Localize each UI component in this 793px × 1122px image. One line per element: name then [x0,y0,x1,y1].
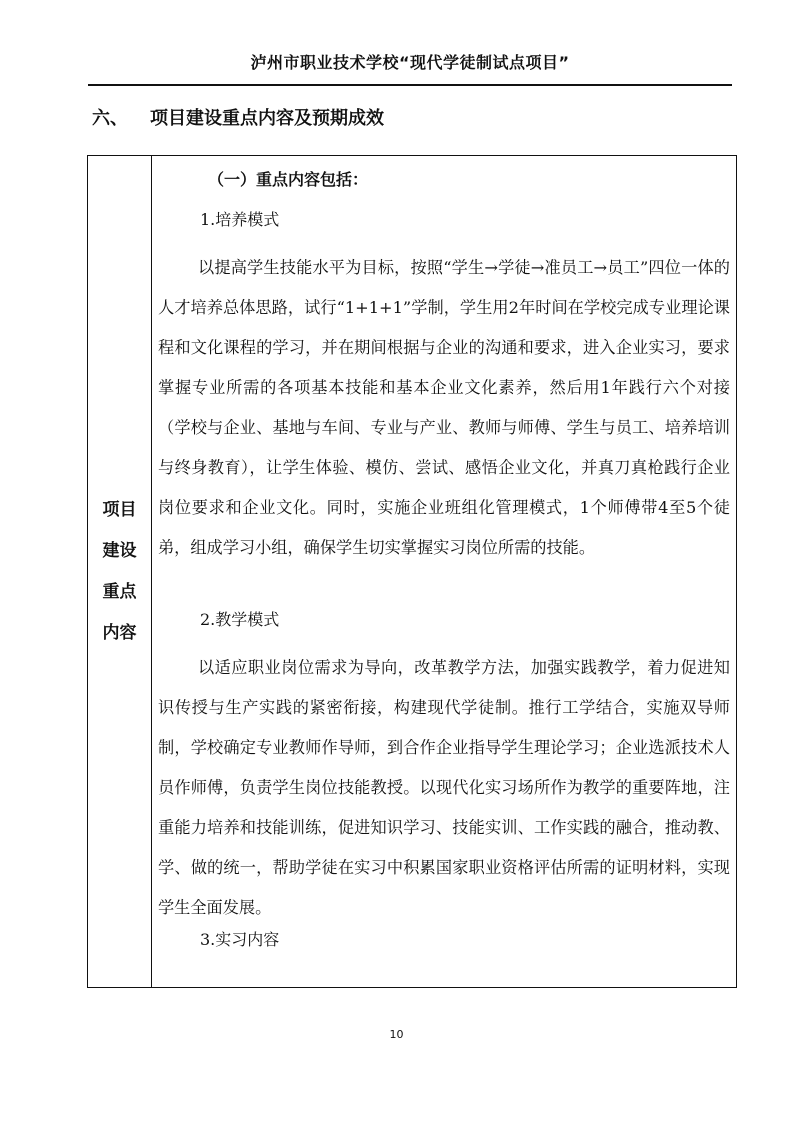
row-label-line: 重点 [102,581,137,602]
row-label-cell [88,156,151,987]
subheading-training-mode: 1.培养模式 [200,210,280,229]
paragraph-training-mode: 以提高学生技能水平为目标，按照“学生→学徒→准员工→员工”四位一体的人才培养总体思路，试行“1+1+1”学制，学生用2年时间在学校完成专业理论课程和文化课程的学习，并在期间根据与企业的沟通和要求，进入企业实习，要求掌握专业所需的各项基本技能和基本企业文化素养，然后用1年践行六个对接（学校与企业、基地与车间、专业与产业、教师与师傅、学生与员工、培养培训与终身教育），让学生体验、模仿、尝试、感悟企业文化，并真刀真枪践行企业岗位要求和企业文化。同时，实施企业班组化管理模式，1个师傅带4至5个徒弟，组成学习小组，确保学生切实掌握实习岗位所需的技能。 [158,258,730,557]
section-number: 六、 [92,108,128,129]
row-label-line: 内容 [102,622,137,643]
column-divider [151,156,152,987]
section-title: 项目建设重点内容及预期成效 [150,108,384,129]
subheading-teaching-mode: 2.教学模式 [200,610,280,629]
section-heading [92,104,384,130]
row-label-line: 建设 [102,540,137,561]
row-label [100,490,140,654]
content-heading: （一）重点内容包括： [208,170,369,189]
page-header-title: 泸州市职业技术学校“现代学徒制试点项目” [250,53,570,72]
header-rule [88,84,732,86]
content-table [87,155,737,988]
paragraph-teaching-mode: 以适应职业岗位需求为导向，改革教学方法，加强实践教学，着力促进知识传授与生产实践的紧密衔接，构建现代学徒制。推行工学结合，实施双导师制，学校确定专业教师作导师，到合作企业指导学生理论学习；企业选派技术人员作师傅，负责学生岗位技能教授。以现代化实习场所作为教学的重要阵地，注重能力培养和技能训练，促进知识学习、技能实训、工作实践的融合，推动教、学、做的统一，帮助学徒在实习中积累国家职业资格评估所需的证明材料，实现学生全面发展。 [158,658,730,917]
page-number: 10 [389,1028,404,1041]
subheading-internship-content: 3.实习内容 [200,930,280,949]
content-cell [158,168,730,968]
row-label-line: 项目 [102,499,137,520]
